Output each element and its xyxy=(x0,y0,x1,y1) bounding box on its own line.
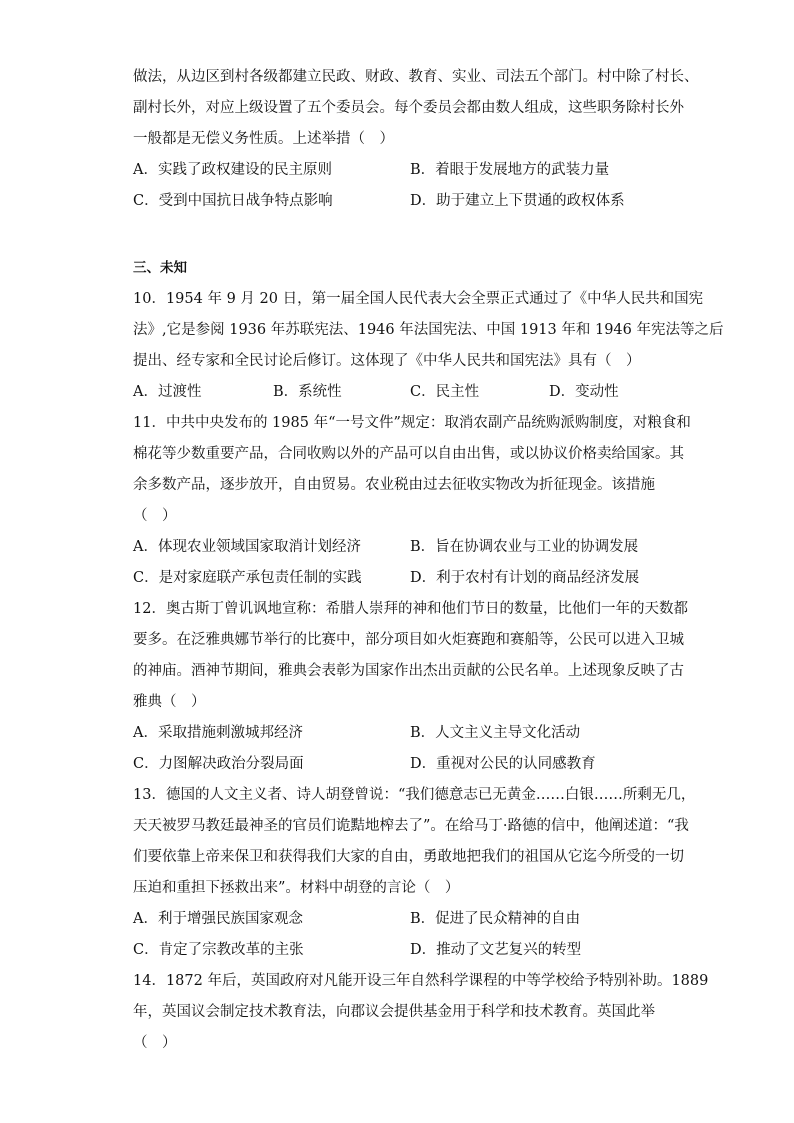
option-b[interactable]: B．系统性 xyxy=(273,384,342,400)
option-a[interactable]: A．过渡性 xyxy=(133,384,202,400)
option-a[interactable]: A．实践了政权建设的民主原则 xyxy=(133,162,332,178)
question-text-line: 10．1954 年 9 月 20 日，第一届全国人民代表大会全票正式通过了《中华人民共和国宪 xyxy=(133,291,704,307)
option-b[interactable]: B．促进了民众精神的自由 xyxy=(410,911,581,927)
option-d[interactable]: D．利于农村有计划的商品经济发展 xyxy=(410,570,640,586)
question-14 xyxy=(133,966,709,1059)
question-text-line: 12．奥古斯丁曾讥讽地宣称：希腊人崇拜的神和他们节日的数量，比他们一年的天数都 xyxy=(133,601,688,617)
option-c[interactable]: C．受到中国抗日战争特点影响 xyxy=(133,193,333,209)
option-d[interactable]: D．重视对公民的认同感教育 xyxy=(410,756,596,772)
option-row xyxy=(133,904,664,935)
option-d[interactable]: D．助于建立上下贯通的政权体系 xyxy=(410,193,625,209)
question-text-line: 11．中共中央发布的 1985 年“一号文件”规定：取消农副产品统购派购制度，对粮食和 xyxy=(133,415,691,431)
question-text-line: 的神庙。酒神节期间，雅典会表彰为国家作出杰出贡献的公民名单。上述现象反映了古 xyxy=(133,663,684,679)
option-row xyxy=(133,532,664,563)
question-13 xyxy=(133,780,696,966)
question-text-line: 压迫和重担下拯救出来”。材料中胡登的言论（ ） xyxy=(133,880,460,896)
option-b[interactable]: B．旨在协调农业与工业的协调发展 xyxy=(410,539,639,555)
option-b[interactable]: B．着眼于发展地方的武装力量 xyxy=(410,162,610,178)
question-text-line: 一般都是无偿义务性质。上述举措（ ） xyxy=(133,131,394,147)
option-c[interactable]: C．是对家庭联产承包责任制的实践 xyxy=(133,570,362,586)
option-b[interactable]: B．人文主义主导文化活动 xyxy=(410,725,581,741)
question-12 xyxy=(133,594,688,780)
question-text-line: 法》,它是参阅 1936 年苏联宪法、1946 年法国宪法、中国 1913 年和 1946 年宪法等之后 xyxy=(133,322,724,338)
question-11 xyxy=(133,408,691,594)
question-text-line: 14．1872 年后，英国政府对凡能开设三年自然科学课程的中等学校给予特别补助。1889 xyxy=(133,973,709,989)
question-text-line: 们要依靠上帝来保卫和获得我们大家的自由，勇敢地把我们的祖国从它迄今所受的一切 xyxy=(133,849,684,865)
question-text-line: 雅典（ ） xyxy=(133,694,206,710)
option-a[interactable]: A．利于增强民族国家观念 xyxy=(133,911,303,927)
option-a[interactable]: A．采取措施刺激城邦经济 xyxy=(133,725,303,741)
option-c[interactable]: C．民主性 xyxy=(410,384,480,400)
option-row xyxy=(133,155,664,186)
option-a[interactable]: A．体现农业领域国家取消计划经济 xyxy=(133,539,361,555)
question-text-line: 做法，从边区到村各级都建立民政、财政、教育、实业、司法五个部门。村中除了村长、 xyxy=(133,69,699,85)
question-text-line: 年，英国议会制定技术教育法，向郡议会提供基金用于科学和技术教育。英国此举 xyxy=(133,1004,655,1020)
question-text-line: （ ） xyxy=(133,508,177,524)
question-text-line: （ ） xyxy=(133,1035,177,1051)
question-text-line: 副村长外，对应上级设置了五个委员会。每个委员会都由数人组成，这些职务除村长外 xyxy=(133,100,684,116)
question-text-line: 棉花等少数重要产品，合同收购以外的产品可以自由出售，或以协议价格卖给国家。其 xyxy=(133,446,684,462)
question-10 xyxy=(133,284,724,408)
question-text-line: 天天被罗马教廷最神圣的官员们诡黠地榨去了”。在给马丁·路德的信中，他阐述道：“我 xyxy=(133,818,689,834)
option-row xyxy=(133,935,664,966)
question-text-line: 要多。在泛雅典娜节举行的比赛中，部分项目如火炬赛跑和赛船等，公民可以进入卫城 xyxy=(133,632,684,648)
section-title: 三、未知 xyxy=(133,260,187,276)
question-text-line: 提出、经专家和全民讨论后修订。这体现了《中华人民共和国宪法》具有（ ） xyxy=(133,353,641,369)
option-d[interactable]: D．变动性 xyxy=(549,384,619,400)
option-row xyxy=(133,377,664,408)
option-c[interactable]: C．力图解决政治分裂局面 xyxy=(133,756,304,772)
option-row xyxy=(133,563,664,594)
option-row xyxy=(133,186,664,217)
option-d[interactable]: D．推动了文艺复兴的转型 xyxy=(410,942,582,958)
question-text-line: 13．德国的人文主义者、诗人胡登曾说：“我们德意志已无黄金……白银……所剩无几， xyxy=(133,787,696,803)
question-text-line: 余多数产品，逐步放开，自由贸易。农业税由过去征收实物改为折征现金。该措施 xyxy=(133,477,655,493)
question-9-tail xyxy=(133,62,699,217)
option-c[interactable]: C．肯定了宗教改革的主张 xyxy=(133,942,304,958)
option-row xyxy=(133,749,664,780)
option-row xyxy=(133,718,664,749)
spacer xyxy=(133,217,664,253)
